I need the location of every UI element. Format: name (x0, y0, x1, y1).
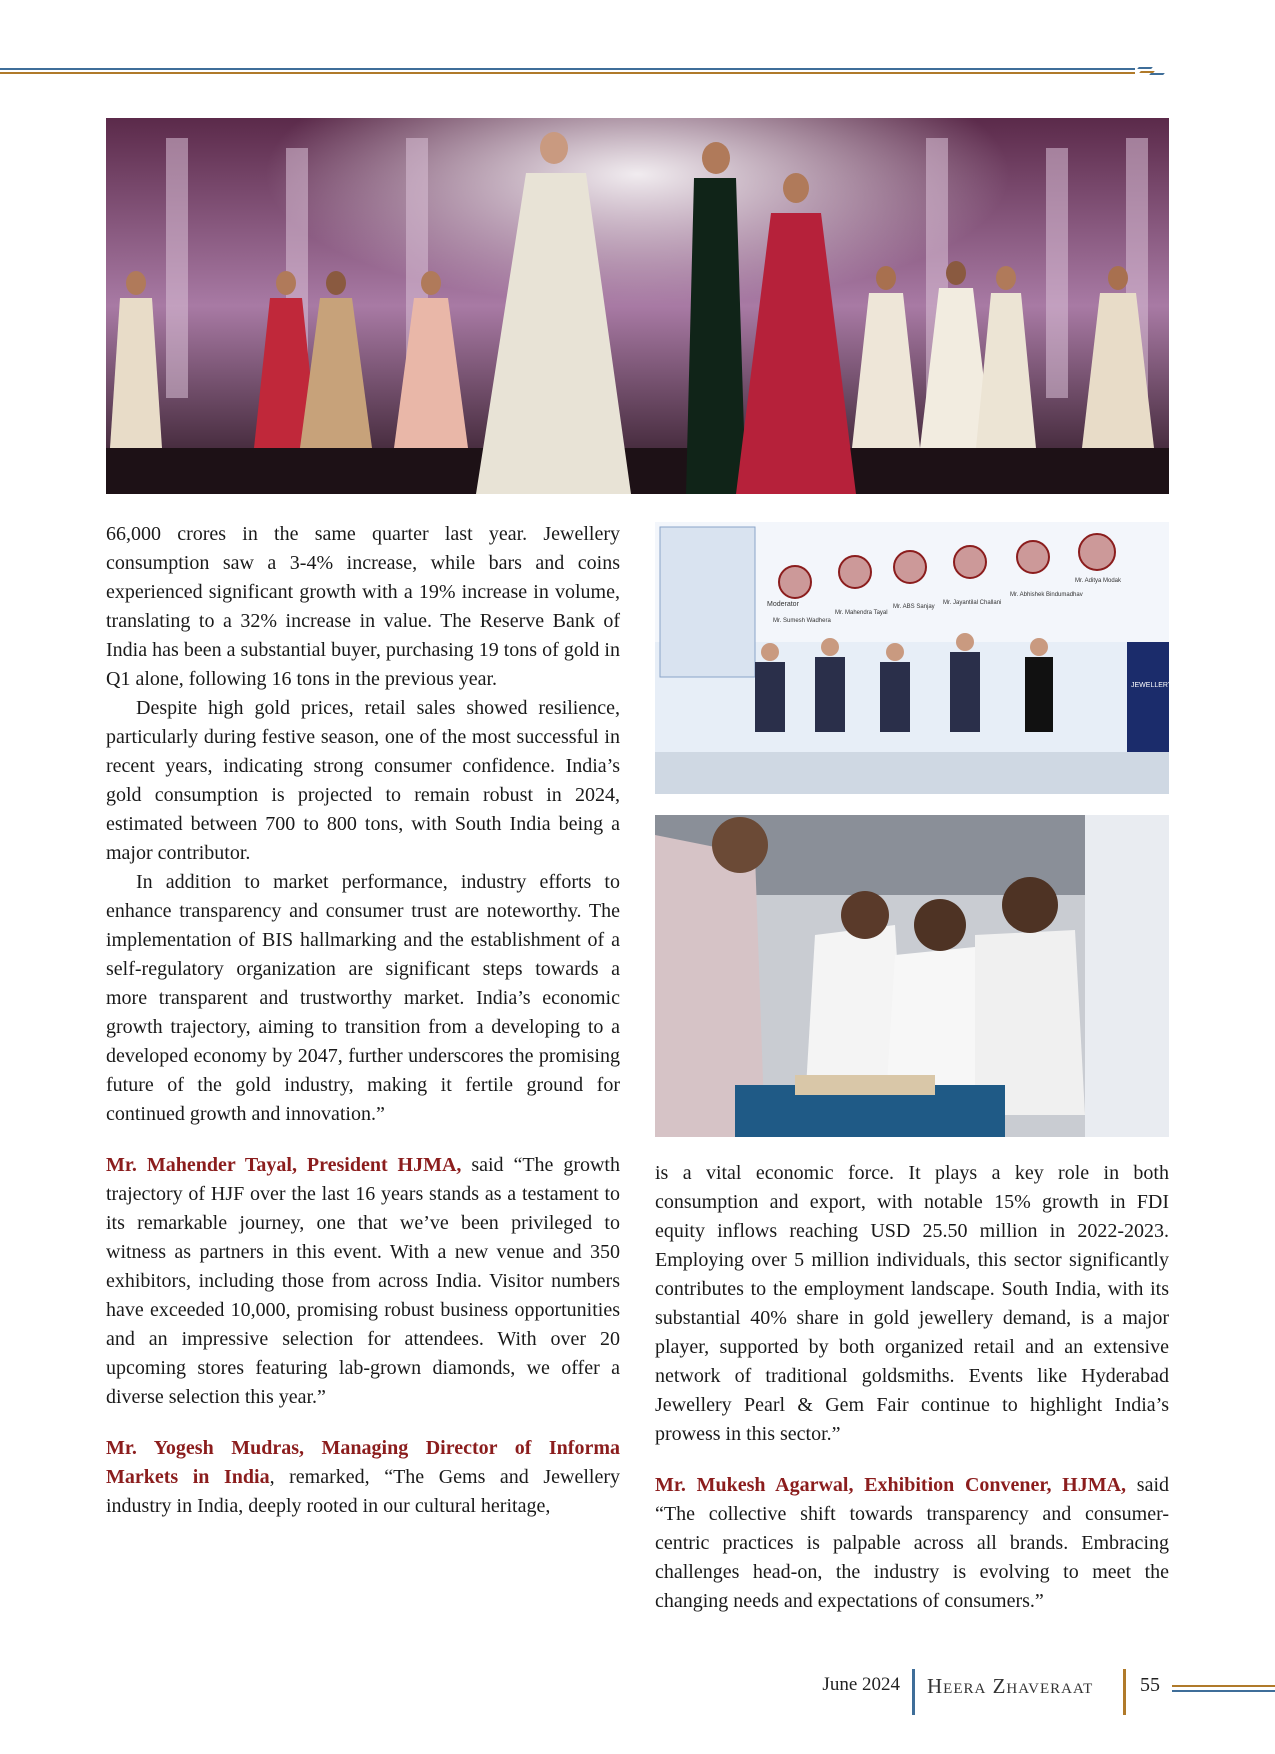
paragraph: is a vital economic force. It plays a key role in both consumption and export, with notable 15% growth in FDI equity inflows reaching USD 25.50 million in 2022-2023. Employing over 5 million individuals, this sector significantly contributes to the employment landscape. South India, with its substantial 40% share in gold jewellery demand, is a major player, supported by both organized retail and an extensive network of traditional goldsmiths. Events like Hyderabad Jewellery Pearl & Gem Fair continue to highlight India’s prowess in this sector.” (655, 1162, 1169, 1445)
footer-rule (1172, 1690, 1275, 1692)
panel-moderator-label: Moderator (767, 601, 799, 608)
page-footer (0, 1654, 1275, 1714)
svg-text:Mr. ABS Sanjay: Mr. ABS Sanjay (893, 604, 935, 610)
quote-paragraph: Mr. Yogesh Mudras, Managing Director of Informa Markets in India, remarked, “The Gems and Jewellery industry in India, deeply rooted in our cultural heritage, (106, 1437, 620, 1517)
right-text-column (655, 1159, 1169, 1616)
header-rule (0, 68, 1150, 76)
svg-text:Mr. Mahendra Tayal: Mr. Mahendra Tayal (835, 610, 888, 616)
footer-divider (1123, 1669, 1126, 1715)
footer-divider (912, 1669, 915, 1715)
svg-text:Mr. Aditya Modak: Mr. Aditya Modak (1075, 578, 1122, 584)
fashion-show-photo (106, 118, 1169, 494)
quote-paragraph: Mr. Mahender Tayal, President HJMA, said “The growth trajectory of HJF over the last 16 years stands as a testament to its remarkable journey, one that we’ve been privileged to witness as partners in this event. With a new venue and 350 exhibitors, including those from across India. Visitor numbers have exceeded 10,000, promising robust business opportunities and an impressive selection for attendees. With over 20 upcoming stores featuring lab-grown diamonds, we offer a diverse selection this year.” (106, 1154, 620, 1408)
page-number: 55 (1140, 1674, 1160, 1696)
footer-rule (1172, 1685, 1275, 1687)
svg-text:Mr. Sumesh Wadhera: Mr. Sumesh Wadhera (773, 618, 831, 624)
speaker-name: Mr. Mukesh Agarwal, Exhibition Convener, HJMA, (655, 1474, 1127, 1496)
svg-text:Mr. Abhishek Bindumadhav: Mr. Abhishek Bindumadhav (1010, 592, 1083, 598)
speaker-name: Mr. Mahender Tayal, President HJMA, (106, 1154, 462, 1176)
jewellery-inspection-photo (655, 815, 1169, 1137)
speaker-name: Mr. Yogesh Mudras, Managing Director of Informa Markets in India (106, 1437, 620, 1488)
svg-text:JEWELLERY & GEM: JEWELLERY & GEM (1131, 682, 1197, 689)
left-text-column (106, 520, 620, 1521)
issue-date: June 2024 (822, 1674, 900, 1695)
magazine-name: Heera Zhaveraat (927, 1674, 1094, 1698)
panel-discussion-photo (655, 522, 1197, 794)
paragraph: In addition to market performance, industry efforts to enhance transparency and consumer trust are noteworthy. The implementation of BIS hallmarking and the establishment of a self-regulatory organization are significant steps towards a more transparent and trustworthy market. India’s economic growth trajectory, aiming to transition from a developing to a developed economy by 2047, further underscores the promising future of the gold industry, making it fertile ground for continued growth and innovation.” (106, 871, 620, 1125)
quote-paragraph: Mr. Mukesh Agarwal, Exhibition Convener, HJMA, said “The collective shift towards transparency and consumer-centric practices is palpable across all brands. Embracing challenges head-on, the industry is evolving to meet the changing needs and expectations of consumers.” (655, 1474, 1170, 1612)
svg-text:Mr. Jayantilal Challani: Mr. Jayantilal Challani (943, 600, 1002, 606)
paragraph: 66,000 crores in the same quarter last year. Jewellery consumption saw a 3-4% increase, while bars and coins experienced significant growth with a 19% increase in volume, translating to a 32% increase in value. The Reserve Bank of India has been a substantial buyer, purchasing 19 tons of gold in Q1 alone, following 16 tons in the previous year. (106, 523, 620, 690)
paragraph: Despite high gold prices, retail sales showed resilience, particularly during festive season, one of the most successful in recent years, indicating strong consumer confidence. India’s gold consumption is projected to remain robust in 2024, estimated between 700 to 800 tons, with South India being a major contributor. (106, 697, 620, 864)
